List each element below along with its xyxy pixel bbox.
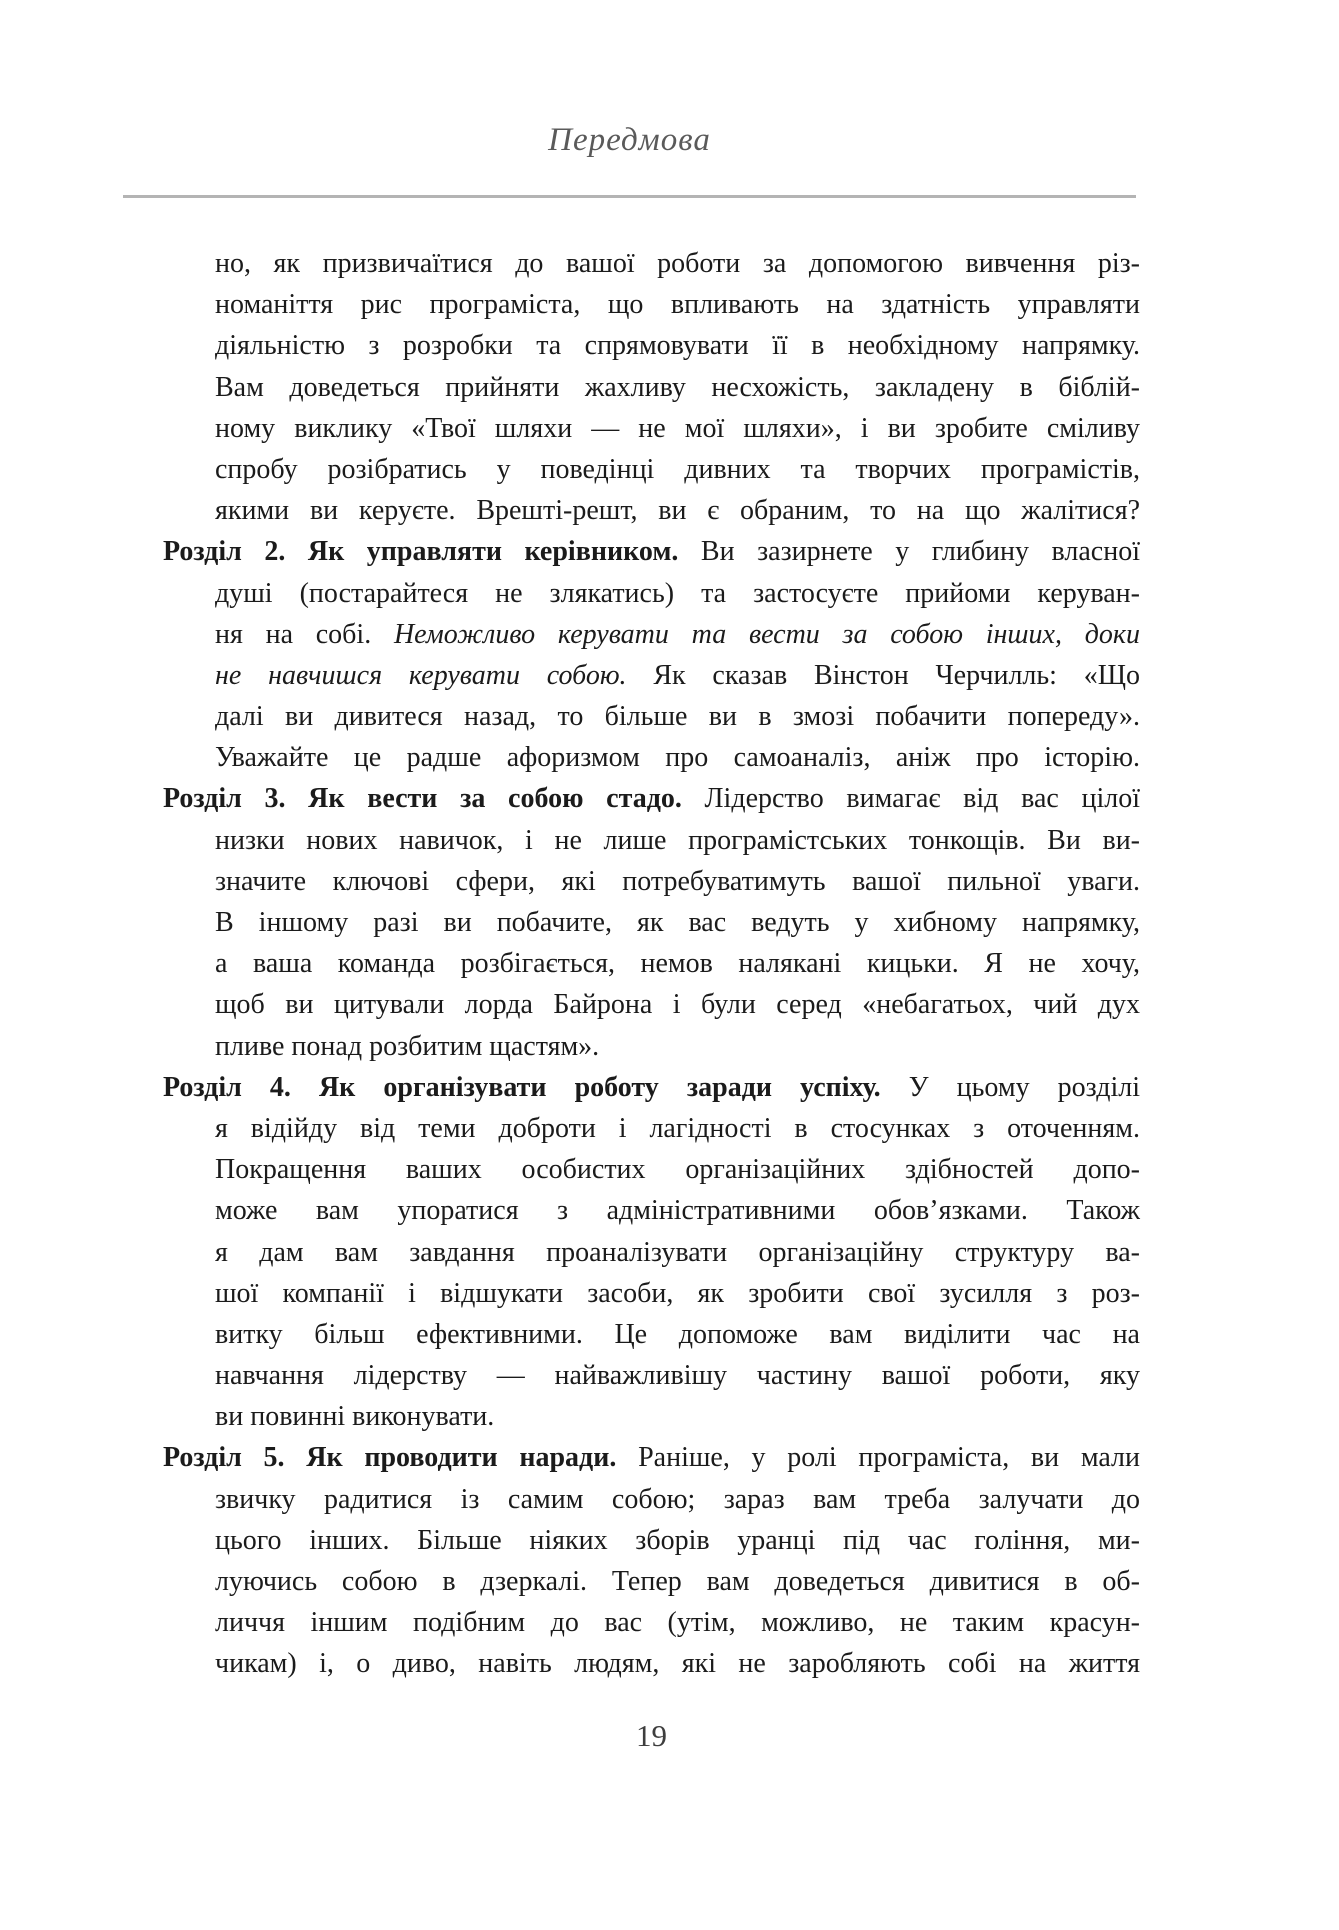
text-segment: далі ви дивитеся назад, то більше ви в змозі побачити попереду». xyxy=(215,701,1140,733)
text-line xyxy=(163,943,1140,984)
text-line xyxy=(163,1643,1140,1684)
text-line xyxy=(163,1520,1140,1561)
text-line xyxy=(163,1232,1140,1273)
text-line xyxy=(163,655,1140,696)
page-number: 19 xyxy=(636,1718,667,1753)
text-segment: номаніття рис програміста, що впливають на здатність управляти xyxy=(215,289,1140,321)
text-line xyxy=(163,449,1140,490)
text-segment: не навчишся керувати собою. xyxy=(215,659,627,691)
text-line xyxy=(163,1108,1140,1149)
text-segment: я відійду від теми доброти і лагідності в стосунках з оточенням. xyxy=(215,1112,1140,1144)
text-segment: спробу розібратись у поведінці дивних та творчих програмістів, xyxy=(215,453,1140,485)
text-line xyxy=(163,1602,1140,1643)
text-body xyxy=(163,243,1140,1685)
text-line xyxy=(163,367,1140,408)
text-line xyxy=(163,408,1140,449)
text-line xyxy=(163,1437,1140,1478)
text-segment: низки нових навичок, і не лише програмістських тонкощів. Ви ви- xyxy=(215,824,1140,856)
text-segment: чикам) і, о диво, навіть людям, які не заробляють собі на життя xyxy=(215,1648,1140,1680)
chapter-heading: Розділ 3. Як вести за собою стадо. xyxy=(163,783,682,815)
text-segment: В іншому разі ви побачите, як вас ведуть у хибному напрямку, xyxy=(215,907,1140,938)
text-segment: витку більш ефективними. Це допоможе вам виділити час на xyxy=(215,1318,1140,1350)
chapter-heading: Розділ 2. Як управляти керівником. xyxy=(163,536,679,568)
text-line xyxy=(163,1561,1140,1602)
text-segment: У цьому розділі xyxy=(880,1071,1140,1103)
text-line xyxy=(163,1026,1140,1067)
text-segment: Ви зазирнете у глибину власної xyxy=(678,536,1140,568)
text-segment: личчя іншим подібним до вас (утім, можливо, не таким красун- xyxy=(215,1607,1140,1639)
text-segment: Вам доведеться прийняти жахливу несхожість, закладену в біблій- xyxy=(215,371,1140,403)
text-segment: луючись собою в дзеркалі. Тепер вам доведеться дивитися в об- xyxy=(215,1566,1140,1597)
text-line xyxy=(163,1314,1140,1355)
text-line xyxy=(163,984,1140,1025)
text-line xyxy=(163,1190,1140,1231)
text-line xyxy=(163,1479,1140,1520)
text-line xyxy=(163,614,1140,655)
text-line xyxy=(163,1273,1140,1314)
text-segment: ня на собі. xyxy=(215,618,394,650)
text-line xyxy=(163,696,1140,737)
text-line xyxy=(163,902,1140,943)
text-segment: шої компанії і відшукати засоби, як зробити свої зусилля з роз- xyxy=(215,1277,1140,1309)
chapter-heading: Розділ 4. Як організувати роботу заради успіху. xyxy=(163,1071,881,1103)
text-segment: Раніше, у ролі програміста, ви мали xyxy=(616,1442,1140,1474)
text-line xyxy=(163,243,1140,284)
header-rule xyxy=(123,195,1136,198)
text-segment: звичку радитися із самим собою; зараз вам треба залучати до xyxy=(215,1483,1140,1515)
text-segment: Як сказав Вінстон Черчилль: «Що xyxy=(626,659,1140,691)
text-line xyxy=(163,1355,1140,1396)
text-segment: пливе понад розбитим щастям». xyxy=(215,1030,600,1062)
text-segment: Уважайте це радше афоризмом про самоаналіз, аніж про історію. xyxy=(215,742,1140,774)
text-line xyxy=(163,1396,1140,1437)
text-line xyxy=(163,778,1140,819)
text-segment: діяльністю з розробки та спрямовувати її в необхідному напрямку. xyxy=(215,330,1140,362)
text-segment: щоб ви цитували лорда Байрона і були серед «небагатьох, чий дух xyxy=(215,989,1140,1021)
text-segment: може вам упоратися з адміністративними обов’язками. Також xyxy=(215,1195,1140,1227)
text-line xyxy=(163,737,1140,778)
text-segment: ному виклику «Твої шляхи — не мої шляхи», і ви зробите сміливу xyxy=(215,412,1140,444)
text-segment: Лідерство вимагає від вас цілої xyxy=(681,783,1140,815)
page-header-title: Передмова xyxy=(548,122,711,158)
text-segment: якими ви керуєте. Врешті-решт, ви є обраним, то на що жалітися? xyxy=(215,495,1140,527)
text-segment: ви повинні виконувати. xyxy=(215,1401,495,1433)
text-segment: цього інших. Більше ніяких зборів уранці під час гоління, ми- xyxy=(215,1524,1140,1556)
text-segment: Неможливо керувати та вести за собою інших, доки xyxy=(393,618,1140,650)
text-segment: а ваша команда розбігається, немов налякані кицьки. Я не хочу, xyxy=(215,948,1140,980)
text-segment: душі (постарайтеся не злякатись) та застосуєте прийоми керуван- xyxy=(215,577,1140,609)
text-segment: я дам вам завдання проаналізувати організаційну структуру ва- xyxy=(215,1236,1140,1268)
text-line xyxy=(163,573,1140,614)
text-line xyxy=(163,325,1140,366)
text-line xyxy=(163,490,1140,531)
text-segment: значите ключові сфери, які потребуватимуть вашої пильної уваги. xyxy=(215,865,1140,897)
text-line xyxy=(163,1149,1140,1190)
text-line xyxy=(163,861,1140,902)
text-segment: но, як призвичаїтися до вашої роботи за допомогою вивчення різ- xyxy=(215,248,1140,279)
text-line xyxy=(163,1067,1140,1108)
text-line xyxy=(163,820,1140,861)
text-line xyxy=(163,531,1140,572)
text-segment: навчання лідерству — найважливішу частину вашої роботи, яку xyxy=(215,1360,1140,1392)
chapter-heading: Розділ 5. Як проводити наради. xyxy=(163,1442,617,1474)
text-line xyxy=(163,284,1140,325)
text-segment: Покращення ваших особистих організаційних здібностей допо- xyxy=(215,1154,1140,1186)
